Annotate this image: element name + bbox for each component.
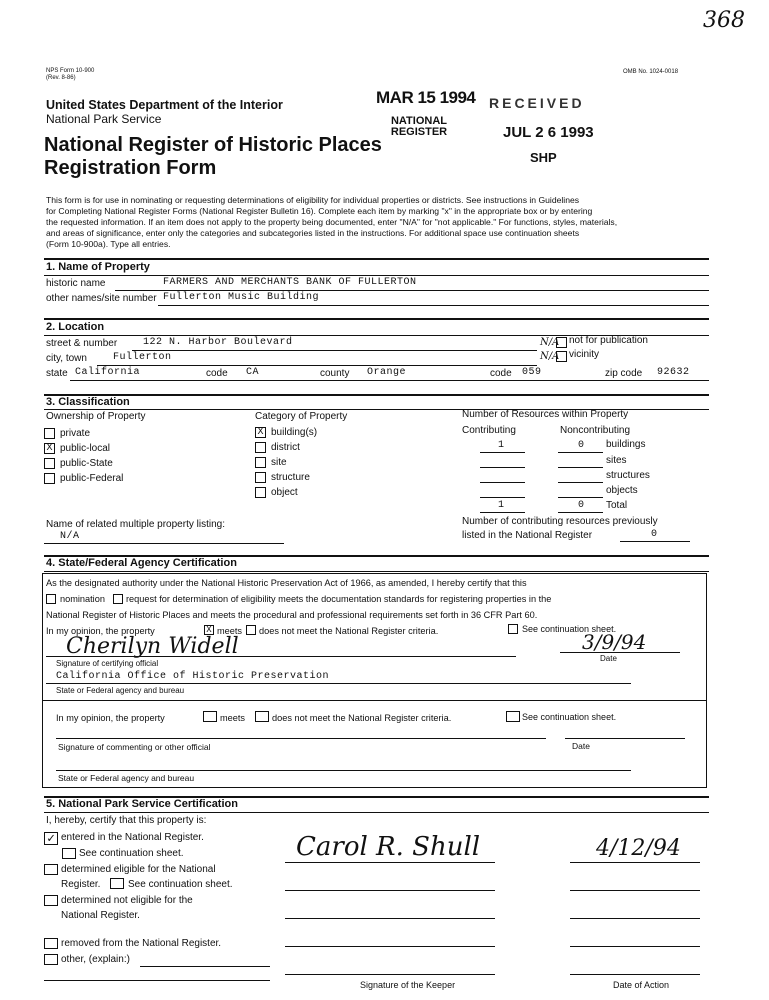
certifying-signature-label: Signature of certifying official — [56, 659, 159, 668]
total-contributing-line — [480, 512, 525, 513]
buildings-label: buildings — [606, 439, 646, 450]
sites-label: sites — [606, 455, 627, 466]
form-number: NPS Form 10-900 — [46, 68, 95, 74]
section1-subrule — [44, 275, 709, 276]
resources-heading: Number of Resources within Property — [462, 409, 629, 420]
service-name: National Park Service — [46, 112, 162, 126]
section2-heading: 2. Location — [46, 321, 105, 333]
other-names-label: other names/site number — [46, 293, 157, 304]
intro-line-2: for Completing National Register Forms (National Register Bulletin 16). Complete each item by marking "x" in the appropriate box or by entering — [46, 206, 593, 216]
county-code-label: code — [490, 368, 512, 379]
other-names-value: Fullerton Music Building — [163, 292, 320, 303]
eligible-continuation-checkbox[interactable] — [110, 878, 124, 889]
blank-line-4b — [570, 974, 700, 975]
certification-para-line3: National Register of Historic Places and meets the procedural and professional requirements set forth in 36 CFR Part 60. — [46, 610, 538, 620]
section4-subrule — [44, 571, 709, 572]
certifying-signature: Cherilyn Widell — [66, 634, 239, 659]
category-district-checkbox[interactable] — [255, 442, 266, 453]
category-site-label: site — [271, 457, 287, 468]
intro-line-5: (Form 10-900a). Type all entries. — [46, 239, 171, 249]
ownership-public-local-checkbox[interactable]: X — [44, 443, 55, 454]
continuation-checkbox-2[interactable] — [506, 711, 520, 722]
continuation-checkbox-1[interactable] — [508, 624, 518, 634]
intro-line-4: and areas of significance, enter only the categories and subcategories listed in the instructions. For additional space use continuation sheets — [46, 228, 580, 238]
blank-line-1 — [285, 890, 495, 891]
eligible-continuation-label: See continuation sheet. — [128, 879, 233, 890]
determined-eligible-label: determined eligible for the National — [61, 864, 216, 875]
date-of-action-label: Date of Action — [613, 980, 670, 990]
july-date-stamp: JUL 2 6 1993 — [503, 124, 594, 141]
determined-not-eligible-label-2: National Register. — [61, 910, 140, 921]
state-code-label: code — [206, 368, 228, 379]
department-name: United States Department of the Interior — [46, 98, 283, 112]
total-noncontributing-line — [558, 512, 603, 513]
state-value: California — [75, 367, 141, 378]
category-site-checkbox[interactable] — [255, 457, 266, 468]
category-district-label: district — [271, 442, 300, 453]
certification-divider — [42, 700, 707, 701]
not-for-publication-label: not for publication — [569, 335, 648, 346]
keeper-signature-line — [285, 862, 495, 863]
entered-label: entered in the National Register. — [61, 832, 204, 843]
agency-value: California Office of Historic Preservation — [56, 671, 330, 682]
certification-date-label: Date — [600, 654, 617, 663]
zip-label: zip code — [605, 368, 643, 379]
other-checkbox[interactable] — [44, 954, 58, 965]
city-label: city, town — [46, 353, 87, 364]
structures-noncontributing-line — [558, 482, 603, 483]
category-building-label: building(s) — [271, 427, 318, 438]
state-label: state — [46, 368, 68, 379]
previously-listed-line1: Number of contributing resources previously — [462, 516, 658, 527]
sites-noncontributing-line — [558, 467, 603, 468]
keeper-signature-label: Signature of the Keeper — [360, 980, 456, 990]
city-line — [97, 365, 537, 366]
section5-heading: 5. National Park Service Certification — [46, 798, 238, 810]
does-not-meet-checkbox[interactable] — [246, 625, 256, 635]
other-date-line — [565, 738, 685, 739]
buildings-noncontributing-line — [558, 452, 603, 453]
continuation-label-1: See continuation sheet. — [522, 624, 617, 634]
section3-rule — [44, 394, 709, 396]
sites-contributing-line — [480, 467, 525, 468]
determined-eligible-checkbox[interactable] — [44, 864, 58, 875]
removed-checkbox[interactable] — [44, 938, 58, 949]
meets-checkbox[interactable]: X — [204, 625, 214, 635]
category-structure-checkbox[interactable] — [255, 472, 266, 483]
blank-line-3 — [285, 946, 495, 947]
national-register-text: NATIONAL REGISTER — [390, 115, 448, 138]
objects-label: objects — [606, 485, 638, 496]
other-explain-line-1 — [140, 966, 270, 967]
determined-not-eligible-checkbox[interactable] — [44, 895, 58, 906]
meets-label: meets — [217, 626, 243, 636]
received-date-stamp: MAR 15 1994 — [376, 88, 476, 107]
section3-heading: 3. Classification — [46, 396, 130, 408]
national-register-stamp — [388, 116, 450, 138]
buildings-noncontributing: 0 — [578, 440, 585, 451]
other-does-not-meet-checkbox[interactable] — [255, 711, 269, 722]
total-contributing: 1 — [498, 500, 505, 511]
category-object-label: object — [271, 487, 298, 498]
related-listing-value: N/A — [60, 531, 80, 542]
section5-subrule — [44, 812, 709, 813]
other-meets-label: meets — [220, 713, 246, 723]
objects-contributing-line — [480, 497, 525, 498]
street-line — [132, 350, 537, 351]
related-listing-label: Name of related multiple property listing: — [46, 519, 225, 530]
buildings-contributing: 1 — [498, 440, 505, 451]
received-stamp: RECEIVED — [489, 95, 585, 111]
ownership-public-federal-label: public-Federal — [60, 473, 124, 484]
category-structure-label: structure — [271, 472, 310, 483]
na-vicinity: N/A — [540, 351, 560, 362]
category-building-checkbox[interactable]: X — [255, 427, 266, 438]
omb-number: OMB No. 1024-0018 — [623, 69, 679, 75]
objects-noncontributing-line — [558, 497, 603, 498]
corner-number: 368 — [703, 8, 745, 33]
structures-label: structures — [606, 470, 650, 481]
not-for-publication-checkbox[interactable] — [556, 337, 567, 348]
ownership-private-label: private — [60, 428, 91, 439]
category-object-checkbox[interactable] — [255, 487, 266, 498]
historic-name-line — [115, 290, 709, 291]
ownership-public-local-label: public-local — [60, 443, 111, 454]
agency-label: State or Federal agency and bureau — [56, 686, 185, 695]
structures-contributing-line — [480, 482, 525, 483]
vicinity-checkbox[interactable] — [556, 351, 567, 362]
buildings-contributing-line — [480, 452, 525, 453]
state-code-value: CA — [246, 367, 260, 378]
city-value: Fullerton — [113, 352, 172, 363]
county-label: county — [320, 368, 350, 379]
certifying-signature-line — [46, 656, 516, 657]
other-opinion-prefix: In my opinion, the property — [56, 713, 165, 723]
certification-date: 3/9/94 — [582, 630, 647, 654]
removed-label: removed from the National Register. — [61, 938, 222, 949]
keeper-signature: Carol R. Shull — [296, 832, 481, 862]
other-date-label: Date — [572, 741, 590, 751]
entered-checkbox[interactable]: ✓ — [44, 832, 58, 845]
ownership-private-checkbox[interactable] — [44, 428, 55, 439]
opinion-prefix: In my opinion, the property — [46, 626, 155, 636]
noncontributing-heading: Noncontributing — [560, 425, 631, 436]
blank-line-1b — [570, 890, 700, 891]
section1-heading: 1. Name of Property — [46, 261, 150, 273]
keeper-certify-text: I, hereby, certify that this property is: — [46, 815, 207, 826]
entered-continuation-checkbox[interactable] — [62, 848, 76, 859]
historic-name-value: FARMERS AND MERCHANTS BANK OF FULLERTON — [163, 277, 417, 288]
keeper-date: 4/12/94 — [596, 836, 681, 861]
blank-line-4 — [285, 974, 495, 975]
street-label: street & number — [46, 338, 118, 349]
blank-line-3b — [570, 946, 700, 947]
continuation-label-2: See continuation sheet. — [522, 712, 617, 722]
nomination-label: nomination — [60, 594, 105, 604]
historic-name-label: historic name — [46, 278, 106, 289]
previously-listed-line2: listed in the National Register — [462, 530, 593, 541]
other-label: other, (explain:) — [61, 954, 130, 965]
county-value: Orange — [367, 367, 407, 378]
total-label: Total — [606, 500, 628, 511]
ownership-public-state-checkbox[interactable] — [44, 458, 55, 469]
state-line — [70, 380, 709, 381]
previously-listed-value: 0 — [651, 529, 658, 540]
intro-line-1: This form is for use in nominating or requesting determinations of eligibility for individual properties or districts. See instructions in Guidelines — [46, 195, 580, 205]
other-agency-line — [56, 770, 631, 771]
keeper-date-line — [570, 862, 700, 863]
other-signature-label: Signature of commenting or other official — [58, 742, 211, 752]
related-listing-line — [44, 543, 284, 544]
category-heading: Category of Property — [255, 411, 348, 422]
other-names-line — [158, 305, 709, 306]
form-revision: (Rev. 8-86) — [46, 75, 76, 81]
total-noncontributing: 0 — [578, 500, 585, 511]
blank-line-2 — [285, 918, 495, 919]
ownership-public-federal-checkbox[interactable] — [44, 473, 55, 484]
certification-date-line — [560, 652, 680, 653]
intro-line-3: the requested information. If an item does not apply to the property being documented, enter "N/A" for "not applicable." For functions, styles, materials, — [46, 217, 618, 227]
other-does-not-meet-label: does not meet the National Register criteria. — [272, 713, 452, 723]
other-agency-label: State or Federal agency and bureau — [58, 773, 195, 783]
does-not-meet-label: does not meet the National Register criteria. — [259, 626, 439, 636]
nomination-checkbox[interactable] — [46, 594, 56, 604]
certification-para-line1: As the designated authority under the National Historic Preservation Act of 1966, as amended, I hereby certify that this — [46, 578, 527, 588]
section4-heading: 4. State/Federal Agency Certification — [46, 557, 237, 569]
street-value: 122 N. Harbor Boulevard — [143, 337, 293, 348]
request-checkbox[interactable] — [113, 594, 123, 604]
form-title-line2: Registration Form — [44, 157, 217, 179]
determined-not-eligible-label: determined not eligible for the — [61, 895, 193, 906]
section1-rule — [44, 258, 709, 260]
other-signature-line — [56, 738, 546, 739]
agency-line — [46, 683, 631, 684]
county-code-value: 059 — [522, 367, 542, 378]
blank-line-2b — [570, 918, 700, 919]
other-explain-line-2 — [44, 980, 270, 981]
certification-para-line2: request for determination of eligibility meets the documentation standards for registering properties in the — [126, 594, 552, 604]
determined-eligible-label-2: Register. — [61, 879, 101, 890]
ownership-public-state-label: public-State — [60, 458, 113, 469]
form-title-line1: National Register of Historic Places — [44, 134, 382, 156]
other-meets-checkbox[interactable] — [203, 711, 217, 722]
shp-stamp: SHP — [530, 150, 557, 165]
na-publication: N/A — [540, 337, 560, 348]
ownership-heading: Ownership of Property — [46, 411, 146, 422]
zip-value: 92632 — [657, 367, 690, 378]
previously-listed-line — [620, 541, 690, 542]
vicinity-label: vicinity — [569, 349, 600, 360]
entered-continuation-label: See continuation sheet. — [79, 848, 184, 859]
section2-rule — [44, 318, 709, 320]
contributing-heading: Contributing — [462, 425, 516, 436]
